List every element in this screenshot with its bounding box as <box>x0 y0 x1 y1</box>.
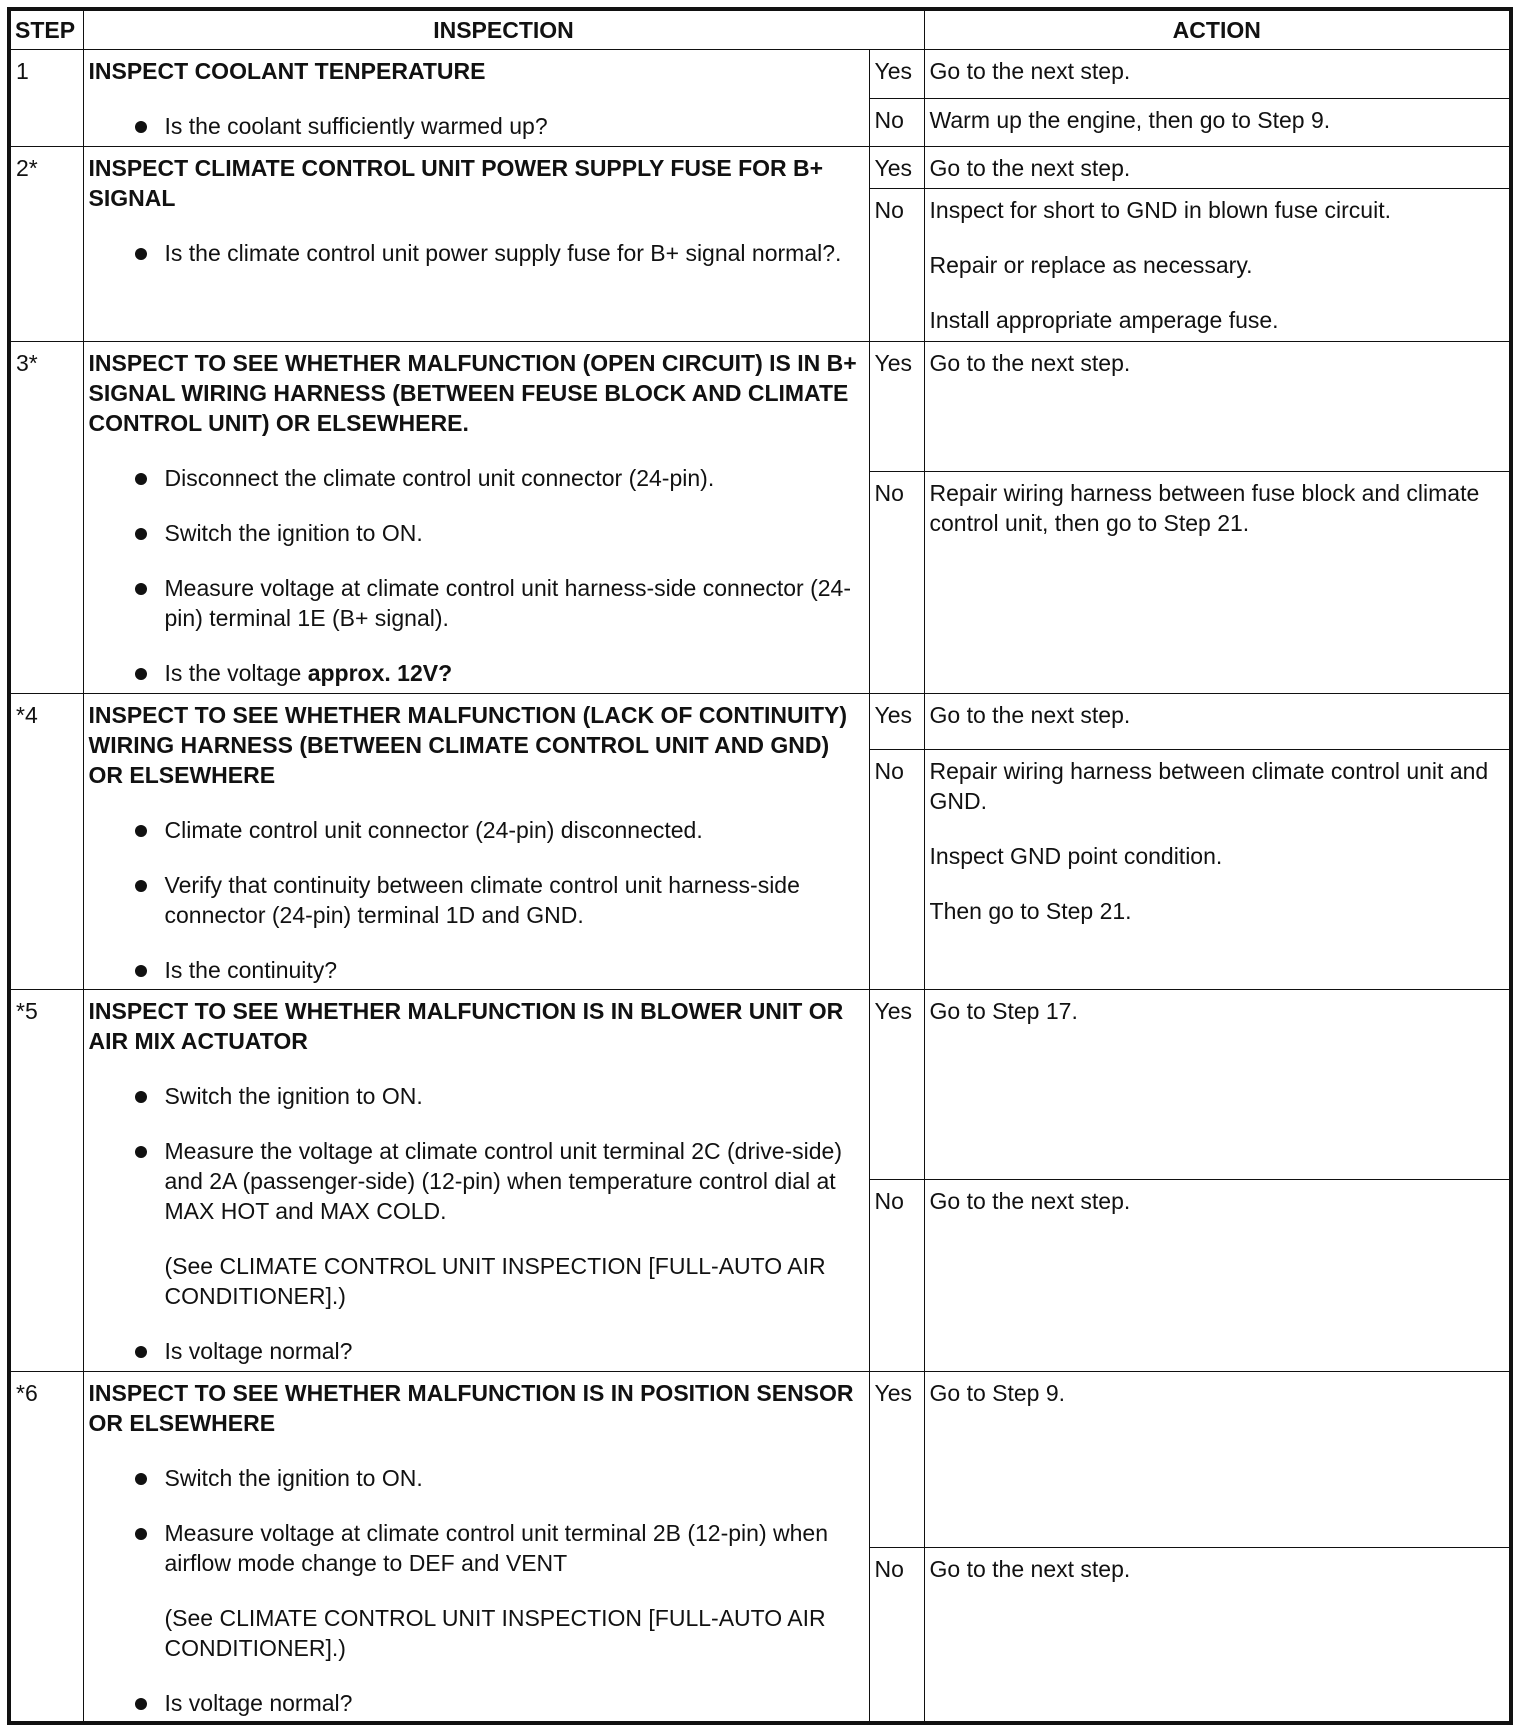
step-title: INSPECT COOLANT TENPERATURE <box>88 58 486 84</box>
list-item: Is voltage normal? <box>89 1688 864 1718</box>
inspection-column-header: INSPECTION <box>83 9 924 50</box>
list-item: Switch the ignition to ON. <box>89 1463 864 1493</box>
list-item: Switch the ignition to ON. <box>89 518 864 548</box>
bullet-icon <box>135 1698 147 1710</box>
bullet-icon <box>135 1091 147 1103</box>
step-column-header: STEP <box>9 9 83 50</box>
step-title: INSPECT TO SEE WHETHER MALFUNCTION (LACK OF CONTINUITY) WIRING HARNESS (BETWEEN CLIMATE CONTROL UNIT AND GND) OR ELSEWHERE <box>88 702 848 788</box>
step-title: INSPECT TO SEE WHETHER MALFUNCTION (OPEN CIRCUIT) IS IN B+ SIGNAL WIRING HARNESS (BETWEEN FEUSE BLOCK AND CLIMATE CONTROL UNIT) OR ELSEWHERE. <box>88 350 857 436</box>
bullet-icon <box>135 528 147 540</box>
step-title: INSPECT CLIMATE CONTROL UNIT POWER SUPPLY FUSE FOR B+ SIGNAL <box>88 155 824 211</box>
bullet-icon <box>135 825 147 837</box>
no-label: No <box>869 1548 924 1724</box>
list-item: Measure the voltage at climate control unit terminal 2C (drive-side) and 2A (passenger-side) (12-pin) when temperature control dial at MAX HOT and MAX COLD. <box>89 1136 864 1226</box>
no-action: Go to the next step. <box>924 1180 1511 1372</box>
inspection-cell <box>83 50 869 147</box>
table-row <box>9 990 1511 1180</box>
list-item: Is the continuity? <box>89 955 864 985</box>
bullet-icon <box>135 1346 147 1358</box>
bullet-icon <box>135 583 147 595</box>
no-label: No <box>869 750 924 990</box>
inspection-cell <box>83 342 869 694</box>
yes-label: Yes <box>869 1372 924 1548</box>
table-row <box>9 694 1511 750</box>
no-action: Repair wiring harness between climate control unit and GND. Inspect GND point condition. Then go to Step 21. <box>924 750 1511 990</box>
table-row <box>9 342 1511 472</box>
list-item: Disconnect the climate control unit connector (24-pin). <box>89 463 864 493</box>
yes-action: Go to the next step. <box>924 342 1511 472</box>
yes-action: Go to the next step. <box>924 50 1511 99</box>
list-item: Switch the ignition to ON. <box>89 1081 864 1111</box>
no-label: No <box>869 189 924 342</box>
list-item: Is the climate control unit power supply fuse for B+ signal normal?. <box>89 238 864 268</box>
yes-action: Go to Step 17. <box>924 990 1511 1180</box>
diagnostic-table <box>7 7 1513 1725</box>
yes-label: Yes <box>869 342 924 472</box>
bullet-icon <box>135 248 147 260</box>
list-item: Measure voltage at climate control unit terminal 2B (12-pin) when airflow mode change to DEF and VENT <box>89 1518 864 1578</box>
step-title: INSPECT TO SEE WHETHER MALFUNCTION IS IN BLOWER UNIT OR AIR MIX ACTUATOR <box>88 998 844 1054</box>
no-action: Warm up the engine, then go to Step 9. <box>924 99 1511 147</box>
inspection-cell <box>83 1372 869 1724</box>
table-row <box>9 147 1511 189</box>
step-number: 2* <box>9 147 83 342</box>
action-column-header: ACTION <box>924 9 1511 50</box>
no-action: Inspect for short to GND in blown fuse circuit. Repair or replace as necessary. Install appropriate amperage fuse. <box>924 189 1511 342</box>
yes-label: Yes <box>869 990 924 1180</box>
bullet-icon <box>135 121 147 133</box>
yes-action: Go to Step 9. <box>924 1372 1511 1548</box>
list-item: Is the voltage approx. 12V? <box>89 658 864 688</box>
no-action: Repair wiring harness between fuse block and climate control unit, then go to Step 21. <box>924 472 1511 694</box>
bullet-icon <box>135 1528 147 1540</box>
reference-note: (See CLIMATE CONTROL UNIT INSPECTION [FULL-AUTO AIR CONDITIONER].) <box>164 1253 826 1309</box>
reference-note: (See CLIMATE CONTROL UNIT INSPECTION [FULL-AUTO AIR CONDITIONER].) <box>164 1605 826 1661</box>
yes-label: Yes <box>869 694 924 750</box>
step-number: 1 <box>9 50 83 147</box>
no-label: No <box>869 472 924 694</box>
step-number: *4 <box>9 694 83 990</box>
yes-action: Go to the next step. <box>924 147 1511 189</box>
list-item: Is voltage normal? <box>89 1336 864 1366</box>
list-item: Is the coolant sufficiently warmed up? <box>89 111 864 141</box>
step-number: 3* <box>9 342 83 694</box>
list-item: Measure voltage at climate control unit harness-side connector (24-pin) terminal 1E (B+ signal). <box>89 573 864 633</box>
bullet-icon <box>135 473 147 485</box>
inspection-cell <box>83 990 869 1372</box>
no-action: Go to the next step. <box>924 1548 1511 1724</box>
list-item: Verify that continuity between climate control unit harness-side connector (24-pin) terminal 1D and GND. <box>89 870 864 930</box>
no-label: No <box>869 99 924 147</box>
step-number: *5 <box>9 990 83 1372</box>
bullet-icon <box>135 668 147 680</box>
table-row <box>9 50 1511 99</box>
bullet-icon <box>135 880 147 892</box>
table-row <box>9 1372 1511 1548</box>
bullet-icon <box>135 1473 147 1485</box>
header-row <box>9 9 1511 50</box>
step-number: *6 <box>9 1372 83 1724</box>
bullet-icon <box>135 965 147 977</box>
inspection-cell <box>83 147 869 342</box>
no-label: No <box>869 1180 924 1372</box>
bullet-icon <box>135 1146 147 1158</box>
step-title: INSPECT TO SEE WHETHER MALFUNCTION IS IN POSITION SENSOR OR ELSEWHERE <box>88 1380 854 1436</box>
yes-action: Go to the next step. <box>924 694 1511 750</box>
yes-label: Yes <box>869 50 924 99</box>
list-item: Climate control unit connector (24-pin) disconnected. <box>89 815 864 845</box>
yes-label: Yes <box>869 147 924 189</box>
inspection-cell <box>83 694 869 990</box>
